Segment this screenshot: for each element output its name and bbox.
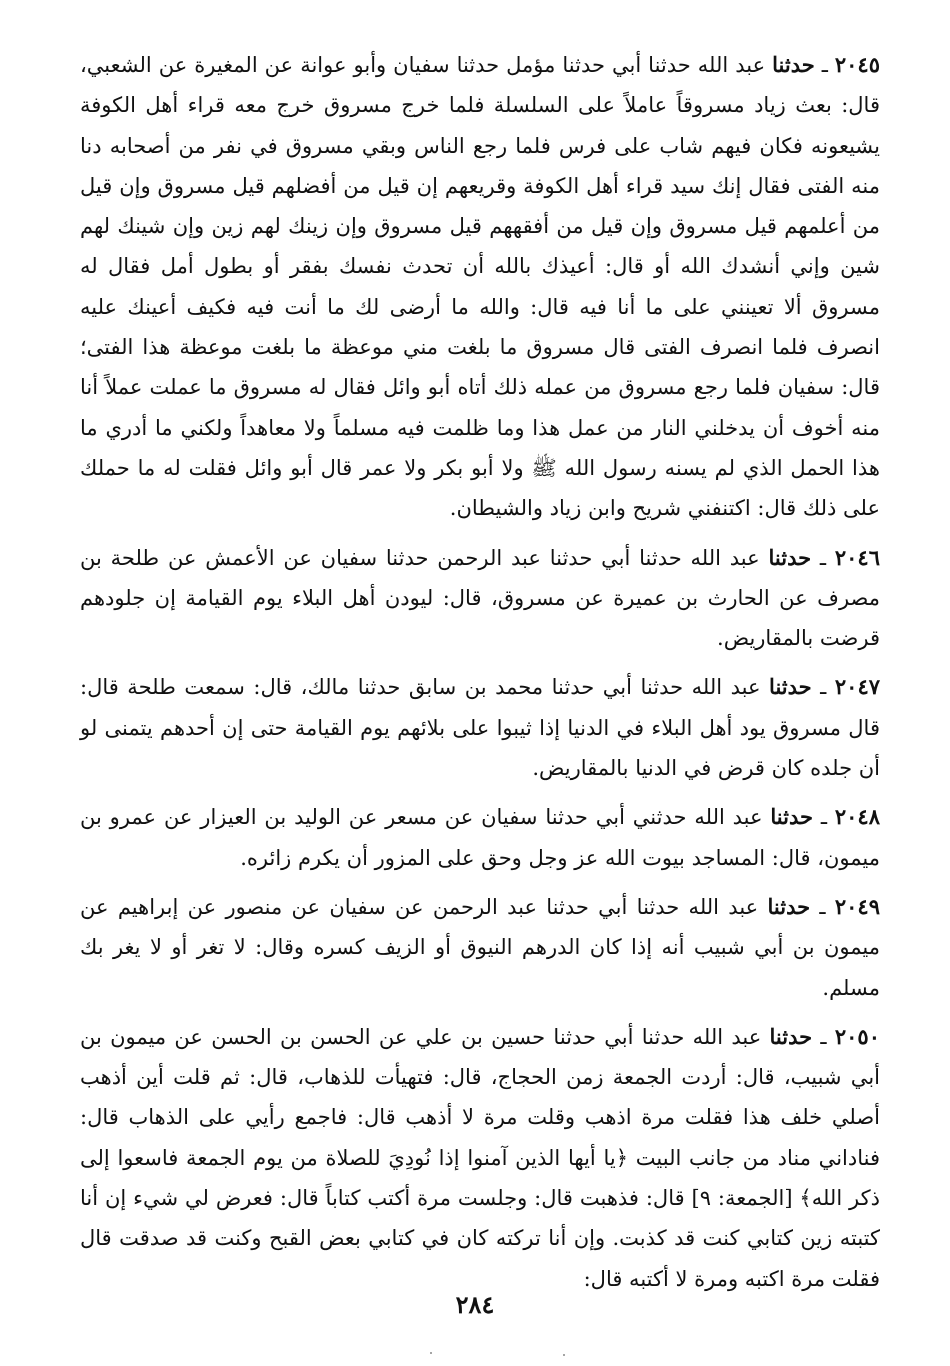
entry-keyword: حدثنا [772, 52, 815, 77]
entry-keyword: حدثنا [769, 674, 812, 700]
hadith-entry-2045 [80, 45, 880, 529]
entry-number: ٢٠٤٨ [834, 804, 880, 830]
page-number: ٢٨٤ [455, 1290, 495, 1319]
scan-speck [563, 1354, 565, 1356]
entry-number: ٢٠٤٧ [834, 674, 881, 700]
document-body [80, 45, 880, 1308]
hadith-entry-2050 [80, 1017, 880, 1299]
hadith-entry-2046 [80, 538, 880, 659]
entry-text: عبد الله حدثنا أبي حدثنا مؤمل حدثنا سفيان وأبو عوانة عن المغيرة عن الشعبي، قال: بعث زياد مسروقاً عاملاً على السلسلة فلما خرج مسروق خرج معه قراء أهل الكوفة يشيعونه فكان فيهم شاب على فرس فلما رجع الناس وبقي مسروق في نفر من أصحابه دنا منه الفتى فقال إنك سيد قراء أهل الكوفة وقريعهم إن قيل من أفضلهم قيل مسروق وإن قيل من أعلمهم قيل مسروق وإن قيل من أفقههم قيل مسروق وإن زينك لهم زين وإن شينك لهم شين وإني أنشدك الله أو قال: أعيذك بالله أن تحدث نفسك بفقر أو بطول أمل فقال له مسروق ألا تعينني على ما أنا فيه قال: والله ما أرضى لك ما أنت فيه فكيف أعينك عليه انصرف فلما انصرف الفتى قال مسروق ما بلغت مني موعظة ما بلغت موعظة هذا الفتى؛ قال: سفيان فلما رجع مسروق من عمله ذلك أتاه أبو وائل فقال له مسروق ما عملت عملاً أنا منه أخوف أن يدخلني النار من عمل هذا وما ظلمت فيه مسلماً ولا معاهداً ولكني ما أدري ما هذا الحمل الذي لم يسنه رسول الله ﷺ ولا أبو بكر ولا عمر قال أبو وائل فقلت له ما حملك على ذلك قال: اكتنفني شريح وابن زياد والشيطان. [80, 53, 880, 521]
entry-keyword: حدثنا [767, 893, 811, 919]
entry-number: ٢٠٤٦ [834, 544, 880, 570]
entry-number: ٢٠٥٠ [834, 1023, 880, 1049]
entry-text: عبد الله حدثنا أبي حدثنا محمد بن سابق حدثنا مالك، قال: سمعت طلحة قال: قال مسروق يود أهل البلاء في الدنيا إذا ثيبوا على بلائهم يوم القيامة حتى إن أحدهم يتمنى لو أن جلده كان قرض في الدنيا بالمقاريض. [80, 675, 880, 781]
hadith-entry-2048 [80, 797, 880, 878]
entry-dash: ـ [811, 545, 835, 570]
entry-keyword: حدثنا [769, 1023, 813, 1049]
entry-dash: ـ [810, 894, 835, 919]
hadith-entry-2049 [80, 887, 880, 1008]
entry-number: ٢٠٤٩ [834, 893, 880, 919]
entry-text: عبد الله حدثني أبي حدثنا سفيان عن مسعر عن الوليد بن العيزار عن عمرو بن ميمون، قال: المساجد بيوت الله عز وجل وحق على المزور أن يكرم زائره. [80, 805, 880, 870]
entry-dash: ـ [813, 805, 835, 830]
entry-dash: ـ [812, 1024, 835, 1049]
entry-number: ٢٠٤٥ [834, 52, 880, 77]
entry-text: عبد الله حدثنا أبي حدثنا عبد الرحمن حدثنا سفيان عن الأعمش عن طلحة بن مصرف عن الحارث بن عميرة عن مسروق، قال: ليودن أهل البلاء يوم القيامة إن جلودهم قرضت بالمقاريض. [80, 545, 880, 651]
hadith-entry-2047 [80, 667, 880, 788]
entry-keyword: حدثنا [770, 804, 813, 830]
entry-dash: ـ [814, 53, 835, 77]
entry-keyword: حدثنا [768, 544, 812, 570]
scan-speck [430, 1352, 432, 1354]
entry-text: عبد الله حدثنا أبي حدثنا حسين بن علي عن الحسن بن الحسن عن ميمون بن أبي شبيب، قال: أردت الجمعة زمن الحجاج، قال: فتهيأت للذهاب، قال: ثم قلت أين أذهب أصلي خلف هذا فقلت مرة اذهب وقلت مرة لا أذهب قال: فاجمع رأيي على الذهاب قال: فناداني مناد من جانب البيت ﴿يا أيها الذين آمنوا إذا نُودِيَ للصلاة من يوم الجمعة فاسعوا إلى ذكر الله﴾ [الجمعة: ٩] قال: فذهبت قال: وجلست مرة أكتب كتاباً قال: فعرض لي شيء إن أنا كتبته زين كتابي كنت قد كذبت. وإن أنا تركته كان في كتابي بعض القبح وكنت قد صدقت قال فقلت مرة اكتبه ومرة لا أكتبه قال: [80, 1024, 880, 1291]
entry-dash: ـ [811, 675, 835, 700]
entry-text: عبد الله حدثنا أبي حدثنا عبد الرحمن عن سفيان عن منصور عن إبراهيم عن ميمون بن أبي شبيب أنه إذا كان الدرهم النيوق أو الزيف كسره وقال: لا تغر أو لا يغر بك مسلم. [80, 894, 880, 1000]
